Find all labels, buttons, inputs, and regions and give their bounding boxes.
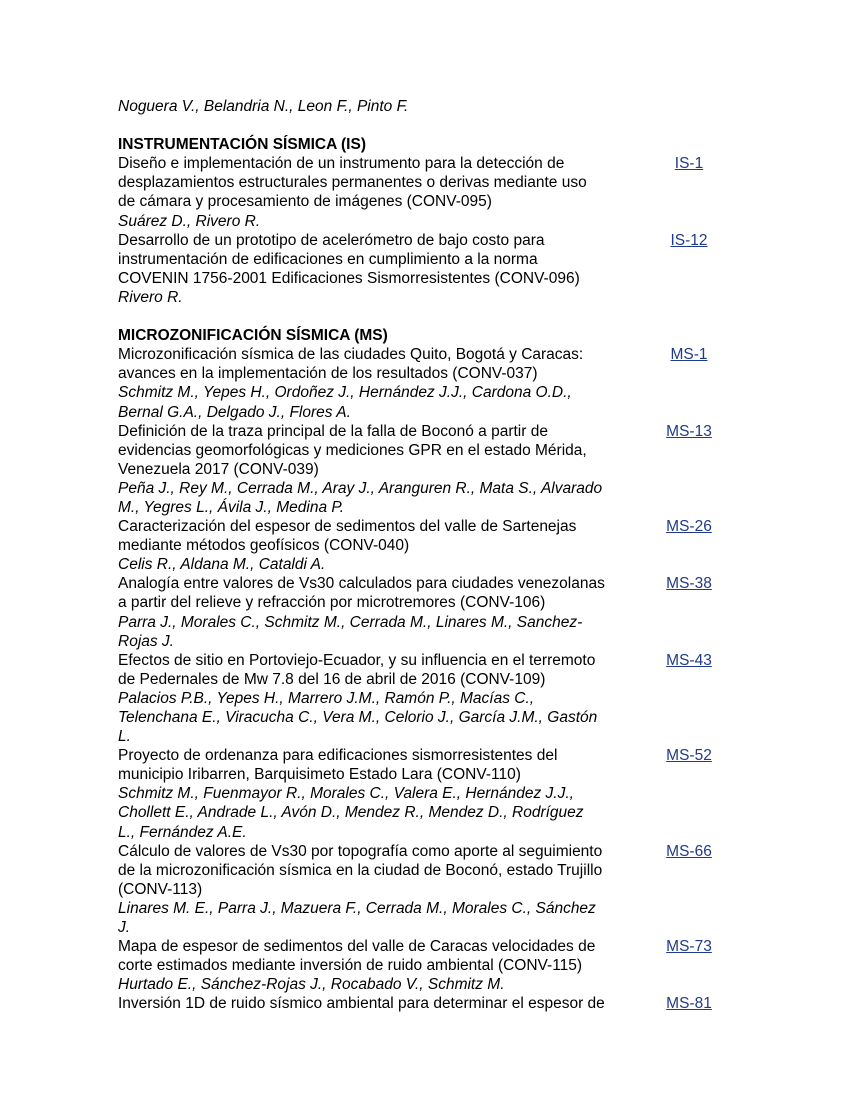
- section-heading: INSTRUMENTACIÓN SÍSMICA (IS): [118, 136, 366, 154]
- paper-authors-line: L., Fernández A.E.: [118, 823, 247, 841]
- paper-title-line: corte estimados mediante inversión de ruido ambiental (CONV-115): [118, 957, 583, 975]
- paper-entry: [118, 345, 718, 421]
- paper-authors-line: Palacios P.B., Yepes H., Marrero J.M., Ramón P., Macías C.,: [118, 689, 535, 707]
- paper-title-line: Venezuela 2017 (CONV-039): [118, 460, 319, 478]
- paper-authors-line: Schmitz M., Yepes H., Ordoñez J., Hernández J.J., Cardona O.D.,: [118, 384, 572, 402]
- paper-title-line: Cálculo de valores de Vs30 por topografía como aporte al seguimiento: [118, 842, 603, 860]
- paper-title-line: Caracterización del espesor de sedimentos del valle de Sartenejas: [118, 518, 577, 536]
- top-authors: Noguera V., Belandria N., Leon F., Pinto F.: [118, 98, 409, 115]
- page-reference-link[interactable]: MS-43: [666, 651, 712, 669]
- paper-authors-line: Schmitz M., Fuenmayor R., Morales C., Valera E., Hernández J.J.,: [118, 785, 574, 803]
- paper-authors-line: Peña J., Rey M., Cerrada M., Aray J., Aranguren R., Mata S., Alvarado: [118, 479, 603, 497]
- paper-title-line: mediante métodos geofísicos (CONV-040): [118, 537, 410, 555]
- section-spacer: [118, 116, 718, 135]
- paper-authors-line: Bernal G.A., Delgado J., Flores A.: [118, 403, 351, 421]
- paper-title-line: instrumentación de edificaciones en cumplimiento a la norma: [118, 250, 538, 268]
- paper-title-line: de la microzonificación sísmica en la ciudad de Boconó, estado Trujillo: [118, 861, 603, 879]
- paper-title-line: Mapa de espesor de sedimentos del valle de Caracas velocidades de: [118, 938, 596, 956]
- paper-title-line: a partir del relieve y refracción por microtremores (CONV-106): [118, 594, 546, 612]
- paper-entry: [118, 651, 718, 746]
- paper-entry: [118, 231, 718, 307]
- paper-title-line: Desarrollo de un prototipo de acelerómetro de bajo costo para: [118, 231, 545, 249]
- page-reference-link[interactable]: MS-81: [666, 995, 712, 1013]
- paper-title-line: (CONV-113): [118, 880, 203, 898]
- paper-entry: [118, 994, 718, 1013]
- paper-title-line: de cámara y procesamiento de imágenes (CONV-095): [118, 193, 492, 211]
- paper-authors-line: Telenchana E., Viracucha C., Vera M., Celorio J., García J.M., Gastón: [118, 709, 598, 726]
- paper-entry: [118, 517, 718, 574]
- paper-authors-line: Rojas J.: [118, 632, 174, 650]
- paper-entry: [118, 154, 718, 230]
- paper-authors-line: J.: [118, 919, 131, 937]
- paper-title-line: Inversión 1D de ruido sísmico ambiental para determinar el espesor de: [118, 995, 605, 1013]
- sections-container: [118, 116, 718, 1013]
- page-reference-link[interactable]: MS-1: [670, 346, 708, 364]
- paper-title-line: Diseño e implementación de un instrumento para la detección de: [118, 155, 565, 173]
- paper-title-line: Efectos de sitio en Portoviejo-Ecuador, y su influencia en el terremoto: [118, 651, 596, 669]
- paper-authors-line: Hurtado E., Sánchez-Rojas J., Rocabado V., Schmitz M.: [118, 976, 505, 994]
- paper-title-line: avances en la implementación de los resultados (CONV-037): [118, 365, 538, 383]
- paper-title-line: desplazamientos estructurales permanentes o derivas mediante uso: [118, 174, 587, 192]
- page-reference-link[interactable]: MS-13: [666, 422, 712, 440]
- paper-authors-line: Chollett E., Andrade L., Avón D., Mendez R., Mendez D., Rodríguez: [118, 804, 584, 822]
- page-reference-link[interactable]: MS-26: [666, 518, 712, 536]
- paper-entry: [118, 937, 718, 994]
- page-reference-link[interactable]: MS-52: [666, 747, 712, 765]
- paper-authors-line: Celis R., Aldana M., Cataldi A.: [118, 556, 326, 574]
- paper-title-line: Definición de la traza principal de la falla de Boconó a partir de: [118, 422, 548, 440]
- paper-title-line: Microzonificación sísmica de las ciudades Quito, Bogotá y Caracas:: [118, 346, 584, 364]
- paper-authors-line: Rivero R.: [118, 288, 183, 306]
- page-reference-link[interactable]: MS-66: [666, 842, 712, 860]
- paper-title-line: evidencias geomorfológicas y mediciones GPR en el estado Mérida,: [118, 441, 587, 459]
- paper-title-line: Proyecto de ordenanza para edificaciones sismorresistentes del: [118, 747, 558, 765]
- page-reference-link[interactable]: MS-38: [666, 575, 712, 593]
- paper-authors-line: Suárez D., Rivero R.: [118, 212, 261, 230]
- paper-title-line: COVENIN 1756-2001 Edificaciones Sismorresistentes (CONV-096): [118, 269, 580, 287]
- page-reference-link[interactable]: IS-12: [670, 231, 708, 249]
- section-heading: MICROZONIFICACIÓN SÍSMICA (MS): [118, 327, 388, 345]
- section-spacer: [118, 307, 718, 326]
- paper-title-line: municipio Iribarren, Barquisimeto Estado Lara (CONV-110): [118, 766, 521, 784]
- paper-entry: [118, 574, 718, 650]
- paper-entry: [118, 746, 718, 841]
- paper-entry: [118, 842, 718, 937]
- paper-title-line: Analogía entre valores de Vs30 calculados para ciudades venezolanas: [118, 575, 605, 593]
- paper-authors-line: L.: [118, 728, 131, 746]
- page-reference-link[interactable]: IS-1: [674, 155, 704, 173]
- paper-entry: [118, 422, 718, 517]
- page-reference-link[interactable]: MS-73: [666, 938, 712, 956]
- paper-authors-line: M., Yegres L., Ávila J., Medina P.: [118, 498, 345, 516]
- paper-authors-line: Parra J., Morales C., Schmitz M., Cerrada M., Linares M., Sanchez-: [118, 613, 583, 631]
- document-page: [118, 97, 718, 1014]
- paper-title-line: de Pedernales de Mw 7.8 del 16 de abril de 2016 (CONV-109): [118, 670, 546, 688]
- paper-authors-line: Linares M. E., Parra J., Mazuera F., Cerrada M., Morales C., Sánchez: [118, 899, 596, 917]
